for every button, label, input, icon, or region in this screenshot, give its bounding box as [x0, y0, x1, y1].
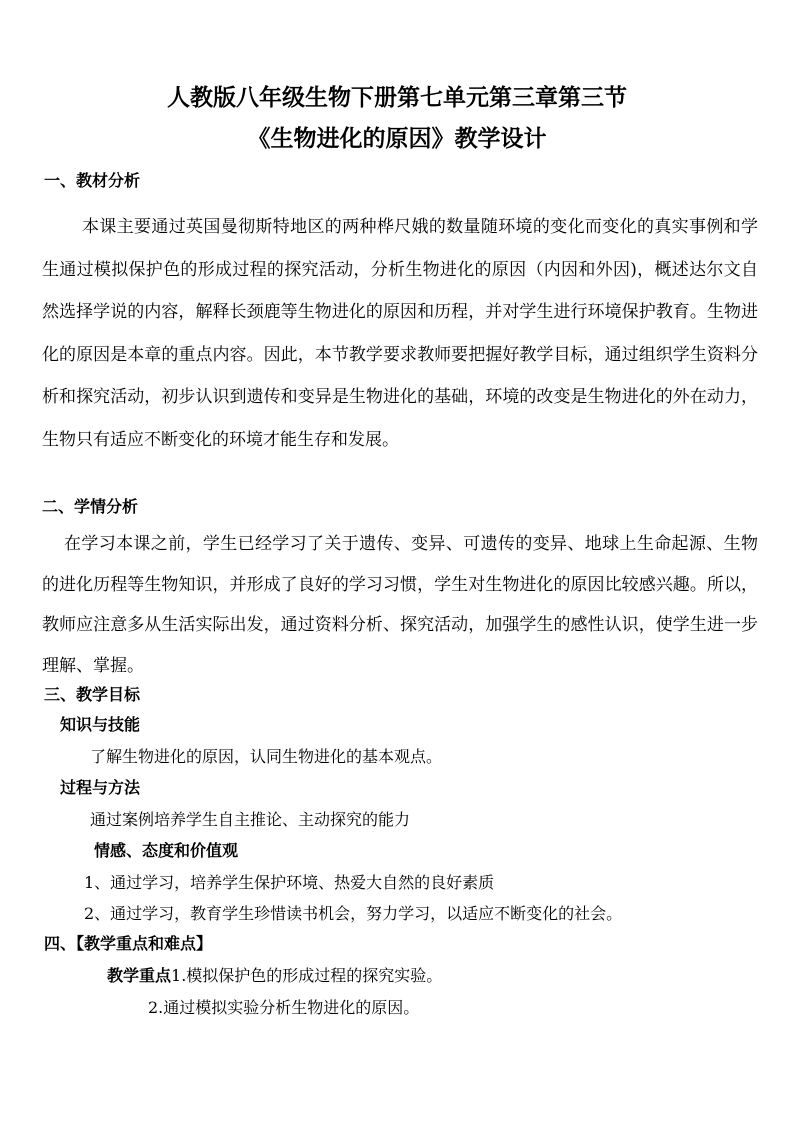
- section-heading-key-difficult-points: 四、【教学重点和难点】: [44, 934, 213, 953]
- key-points-label: 教学重点: [107, 966, 172, 985]
- section-heading-textbook-analysis: 一、教材分析: [44, 171, 141, 190]
- section-heading-student-analysis: 二、学情分析: [42, 497, 139, 516]
- process-methods-text: 通过案例培养学生自主推论、主动探究的能力: [90, 810, 411, 829]
- key-points-line: [107, 965, 442, 987]
- document-title-line1: 人教版八年级生物下册第七单元第三章第三节: [167, 84, 627, 111]
- subheading-knowledge-skills: 知识与技能: [60, 715, 141, 734]
- student-analysis-paragraph: 在学习本课之前，学生已经学习了关于遗传、变异、可遗传的变异、地球上生命起源、生物的进化历程等生物知识，并形成了良好的学习习惯，学生对生物进化的原因比较感兴趣。所以，教师应注意多从生活实际出发，通过资料分析、探究活动，加强学生的感性认识，使学生进一步理解、掌握。: [42, 534, 758, 676]
- emotion-item-2: 2、通过学习，教育学生珍惜读书机会，努力学习，以适应不断变化的社会。: [84, 904, 623, 923]
- key-point-item-2: 2.通过模拟实验分析生物进化的原因。: [148, 998, 420, 1017]
- key-point-item-1: 1.模拟保护色的形成过程的探究实验。: [171, 966, 443, 985]
- section-heading-teaching-goals: 三、教学目标: [44, 685, 141, 704]
- textbook-analysis-paragraph: 本课主要通过英国曼彻斯特地区的两种桦尺娥的数量随环境的变化而变化的真实事例和学生通过模拟保护色的形成过程的探究活动，分析生物进化的原因（内因和外因)，概述达尔文自然选择学说的内容，解释长颈鹿等生物进化的原因和历程，并对学生进行环境保护教育。生物进化的原因是本章的重点内容。因此，本节教学要求教师要把握好教学目标，通过组织学生资料分析和探究活动，初步认识到遗传和变异是生物进化的基础，环境的改变是生物进化的外在动力，生物只有适应不断变化的环境才能生存和发展。: [42, 217, 758, 450]
- subheading-process-methods: 过程与方法: [60, 778, 141, 797]
- knowledge-skills-text: 了解生物进化的原因，认同生物进化的基本观点。: [90, 747, 443, 766]
- subheading-emotion-attitude-values: 情感、态度和价值观: [94, 841, 239, 860]
- emotion-item-1: 1、通过学习，培养学生保护环境、热爱大自然的良好素质: [84, 873, 495, 892]
- document-title-line2: 《生物进化的原因》教学设计: [247, 125, 547, 152]
